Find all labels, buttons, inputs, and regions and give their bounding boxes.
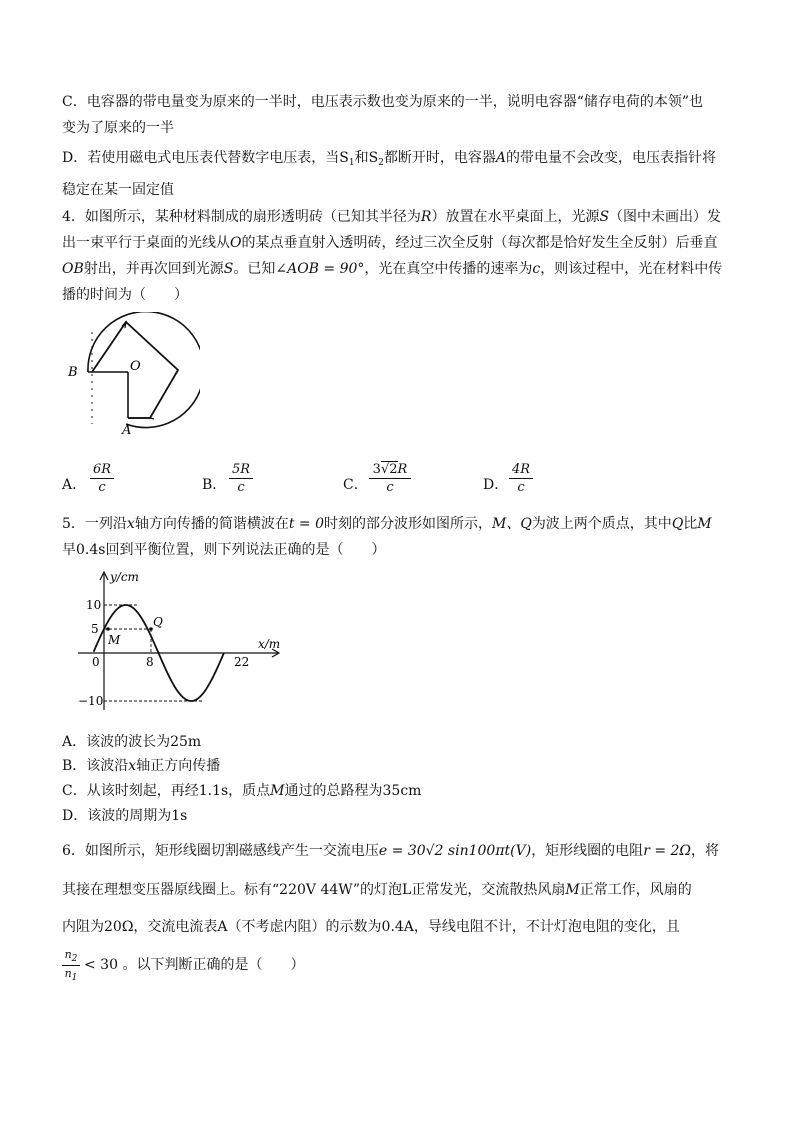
q5-option-a: A．该波的波长为25m — [62, 734, 202, 750]
q5-option-c: C．从该时刻起，再经1.1s，质点M通过的总路程为35cm — [62, 783, 422, 799]
label-b: B — [68, 365, 78, 380]
q4-option-c-fraction: 3√2R c — [369, 462, 411, 495]
q4-stem-line1: 4．如图所示，某种材料制成的扇形透明砖（已知其半径为R）放置在水平桌面上，光源S（图中未画出）发 — [62, 209, 722, 225]
q5-stem-line2: 早0.4s回到平衡位置，则下列说法正确的是（ ） — [62, 542, 386, 558]
q4-sector-figure — [60, 312, 200, 440]
q4-stem-line4: 播的时间为（ ） — [62, 287, 188, 303]
label-a: A — [122, 423, 132, 438]
q4-stem-line3: OB射出，并再次回到光源S。已知∠AOB = 90°，光在真空中传播的速率为c，则该过程中，光在材料中传 — [62, 261, 723, 277]
q6-stem-line2: 其接在理想变压器原线圈上。标有“220V 44W”的灯泡L正常发光，交流散热风扇M正常工作，风扇的 — [62, 882, 692, 898]
q5-option-b: B．该波沿x轴正方向传播 — [62, 758, 221, 774]
q4-option-a-label: A． — [62, 477, 87, 493]
y-axis-label: y/cm — [110, 570, 139, 584]
tick-x8: 8 — [146, 655, 154, 669]
q6-stem-line3: 内阻为20Ω，交流电流表A（不考虑内阻）的示数为0.4A，导线电阻不计，不计灯泡电阻的变化，且 — [62, 919, 680, 935]
label-q: Q — [153, 615, 163, 629]
q6-stem-line1: 6．如图所示，矩形线圈切割磁感线产生一交流电压e = 30√2 sin100πt(V)，矩形线圈的电阻r = 2Ω，将 — [62, 843, 720, 859]
label-o: O — [130, 359, 141, 374]
x-axis-label: x/m — [258, 637, 281, 651]
q4-option-c-label: C． — [343, 477, 368, 493]
q3-option-c-line2: 变为了原来的一半 — [62, 120, 174, 136]
ray-arrow-3 — [150, 414, 154, 419]
q4-option-d-fraction: 4R c — [509, 462, 533, 495]
tick-y10: 10 — [86, 598, 102, 612]
sector-arc — [88, 312, 200, 428]
q6-ratio-fraction: $n_2$ $n_1$ — [62, 948, 80, 983]
q3-option-c-line1: C．电容器的带电量变为原来的一半时，电压表示数也变为原来的一半，说明电容器“储存电荷的本领”也 — [62, 94, 704, 110]
tick-x0: 0 — [92, 655, 100, 669]
q4-option-a-fraction: 6R c — [90, 462, 114, 495]
q4-option-d-label: D． — [483, 477, 509, 493]
q3-option-d-line1: D．若使用磁电式电压表代替数字电压表，当$S_1$和$S_2$都断开时，电容器A的带电量不会改变，电压表指针将 — [62, 150, 717, 168]
tick-x22: 22 — [234, 655, 250, 669]
q5-wave-figure — [74, 568, 294, 718]
label-m: M — [108, 633, 121, 647]
q6-stem-line4: < 30 。以下判断正确的是（ ） — [84, 957, 305, 973]
q3-option-d-line2: 稳定在某一固定值 — [62, 182, 174, 198]
q4-option-b-fraction: 5R c — [229, 462, 253, 495]
q5-stem-line1: 5．一列沿x轴方向传播的简谐横波在t = 0时刻的部分波形如图所示，M、Q为波上两个质点，其中Q比M — [62, 516, 712, 532]
tick-y5: 5 — [91, 622, 99, 636]
tick-yneg10: −10 — [78, 694, 104, 708]
particle-m — [106, 627, 110, 631]
q4-option-b-label: B． — [202, 477, 227, 493]
q5-option-d: D．该波的周期为1s — [62, 808, 188, 824]
q4-stem-line2: 出一束平行于桌面的光线从O的某点垂直射入透明砖，经过三次全反射（每次都是恰好发生全反射）后垂直 — [62, 235, 718, 251]
